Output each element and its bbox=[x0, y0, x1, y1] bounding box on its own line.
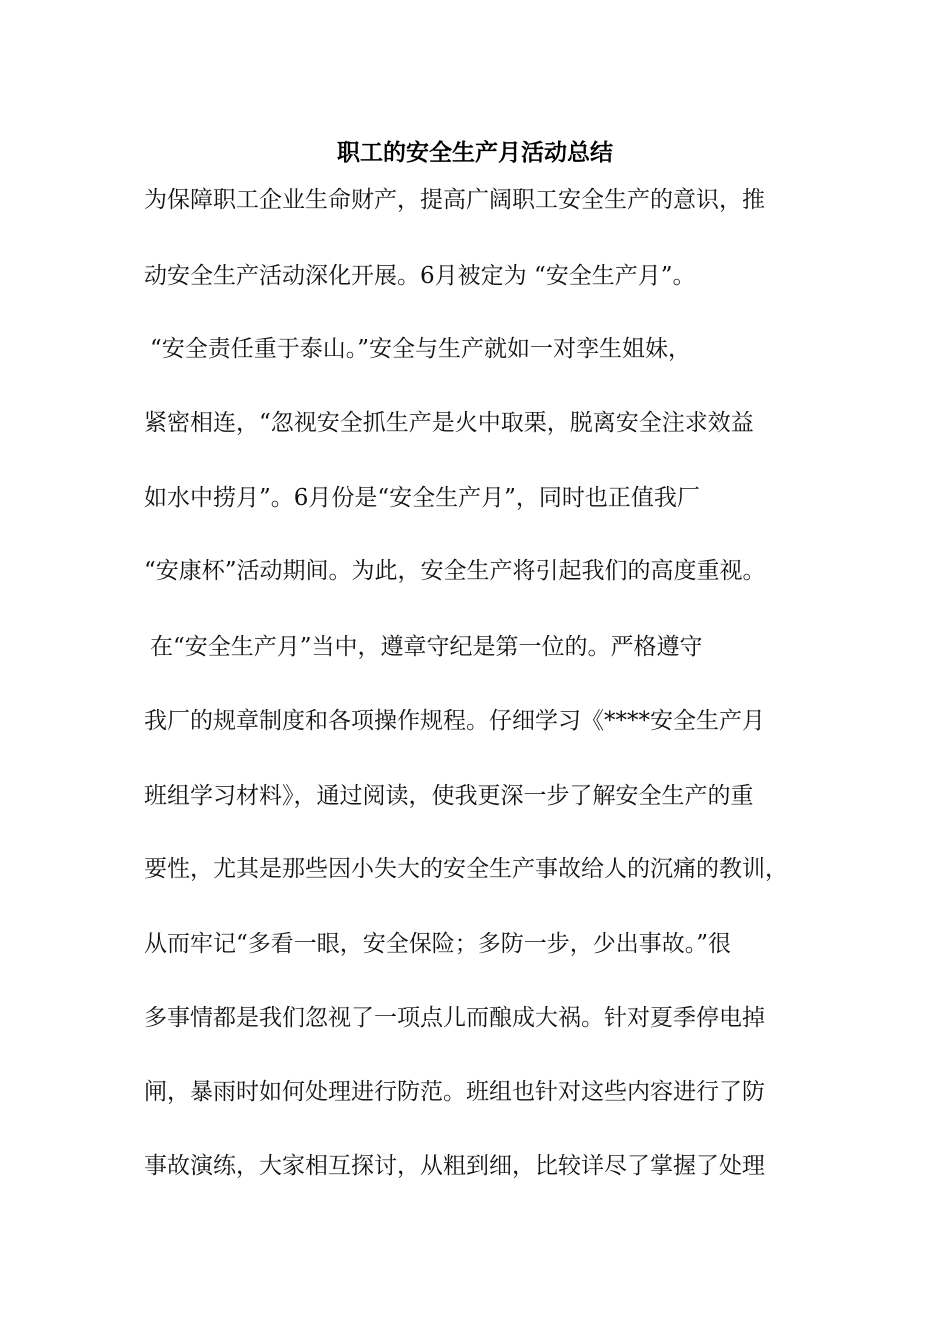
body-line-8: 我厂的规章制度和各项操作规程。仔细学习《****安全生产月 bbox=[144, 708, 765, 734]
body-line-12: 多事情都是我们忽视了一项点儿而酿成大祸。针对夏季停电掉 bbox=[144, 1005, 765, 1031]
body-line-4: 紧密相连，“忽视安全抓生产是火中取栗，脱离安全注求效益 bbox=[144, 410, 754, 436]
body-line-7: 在“安全生产月”当中，遵章守纪是第一位的。严格遵守 bbox=[150, 634, 703, 660]
body-line-5: 如水中捞月”。6月份是“安全生产月”，同时也正值我厂 bbox=[144, 485, 700, 511]
body-line-1: 为保障职工企业生命财产，提高广阔职工安全生产的意识，推 bbox=[144, 187, 765, 213]
body-line-13: 闸，暴雨时如何处理进行防范。班组也针对这些内容进行了防 bbox=[144, 1079, 765, 1105]
body-line-14: 事故演练，大家相互探讨，从粗到细，比较详尽了掌握了处理 bbox=[144, 1153, 765, 1179]
body-line-11: 从而牢记“多看一眼，安全保险；多防一步，少出事故。”很 bbox=[144, 931, 732, 957]
body-line-2: 动安全生产活动深化开展。6月被定为 “安全生产月”。 bbox=[144, 263, 696, 289]
body-line-9: 班组学习材料》，通过阅读，使我更深一步了解安全生产的重 bbox=[144, 783, 754, 809]
body-line-3: “安全责任重于泰山。”安全与生产就如一对孪生姐妹， bbox=[150, 336, 692, 362]
body-line-10: 要性，尤其是那些因小失大的安全生产事故给人的沉痛的教训， bbox=[144, 856, 788, 882]
body-line-6: “安康杯”活动期间。为此，安全生产将引起我们的高度重视。 bbox=[144, 558, 766, 584]
document-title: 职工的安全生产月活动总结 bbox=[337, 140, 613, 166]
